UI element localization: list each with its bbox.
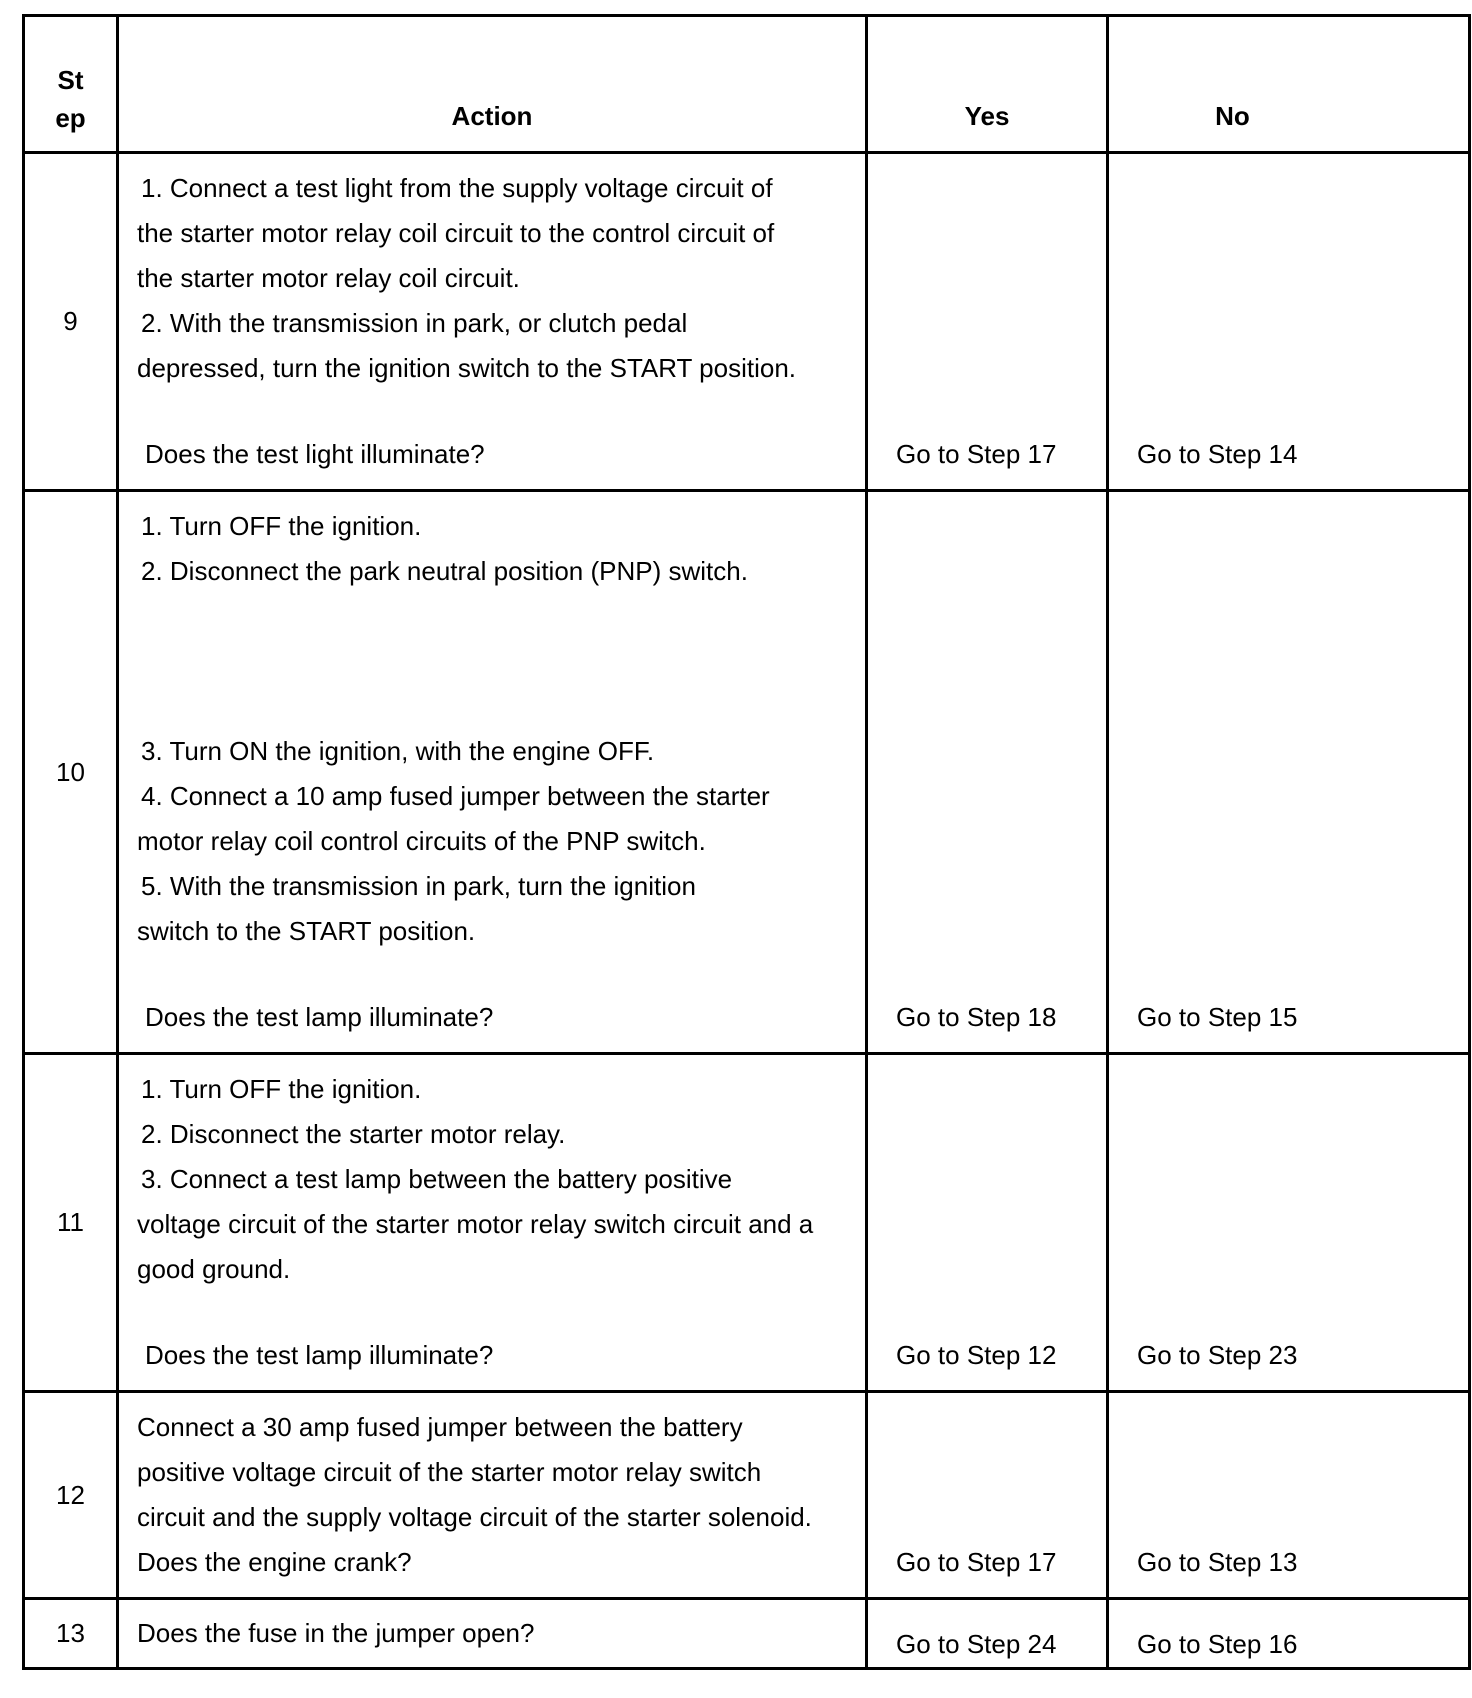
step-number: 13 [24, 1599, 118, 1669]
question: Does the test lamp illuminate? [145, 1002, 494, 1032]
yes-result: Go to Step 12 [867, 1054, 1108, 1392]
no-result: Go to Step 23 [1108, 1054, 1470, 1392]
action-line: 3. Turn ON the ignition, with the engine OFF. [141, 736, 655, 766]
no-result: Go to Step 16 [1108, 1599, 1470, 1669]
table-row [24, 1599, 1470, 1669]
no-result: Go to Step 13 [1108, 1392, 1470, 1599]
action-line: circuit and the supply voltage circuit of the starter solenoid. [137, 1502, 812, 1532]
step-header-line2: ep [55, 103, 86, 133]
action-line: 5. With the transmission in park, turn the ignition [141, 871, 696, 901]
step-number: 10 [24, 491, 118, 1054]
header-row [24, 16, 1470, 153]
yes-result: Go to Step 17 [867, 1392, 1108, 1599]
step-number: 11 [24, 1054, 118, 1392]
step-number: 9 [24, 153, 118, 491]
question: Does the test lamp illuminate? [145, 1340, 494, 1370]
action-line: 2. Disconnect the park neutral position (PNP) switch. [141, 556, 748, 586]
no-header: No [1108, 16, 1470, 153]
step-header-line1: St [57, 65, 84, 95]
step-number: 12 [24, 1392, 118, 1599]
action-line: 2. With the transmission in park, or clutch pedal [141, 308, 688, 338]
action-line: depressed, turn the ignition switch to the START position. [137, 353, 797, 383]
action-header: Action [118, 16, 867, 153]
no-result: Go to Step 14 [1108, 153, 1470, 491]
action-cell [118, 1392, 867, 1599]
yes-result: Go to Step 24 [867, 1599, 1108, 1669]
table-row [24, 491, 1470, 1054]
action-line: 1. Turn OFF the ignition. [141, 511, 422, 541]
no-result: Go to Step 15 [1108, 491, 1470, 1054]
action-cell [118, 1054, 867, 1392]
action-line: good ground. [137, 1254, 291, 1284]
action-line: 1. Turn OFF the ignition. [141, 1074, 422, 1104]
action-line: positive voltage circuit of the starter motor relay switch [137, 1457, 762, 1487]
action-line: 1. Connect a test light from the supply voltage circuit of [141, 173, 773, 203]
diagnostic-table [22, 14, 1471, 1670]
action-line: voltage circuit of the starter motor relay switch circuit and a [137, 1209, 814, 1239]
action-cell [118, 153, 867, 491]
action-cell [118, 491, 867, 1054]
action-line: the starter motor relay coil circuit to the control circuit of [137, 218, 775, 248]
yes-header: Yes [867, 16, 1108, 153]
step-header [24, 16, 118, 153]
table-row [24, 153, 1470, 491]
action-line: switch to the START position. [137, 916, 476, 946]
question: Does the test light illuminate? [145, 439, 485, 469]
action-line: Connect a 30 amp fused jumper between the battery [137, 1412, 743, 1442]
table-row [24, 1054, 1470, 1392]
question: Does the fuse in the jumper open? [137, 1618, 535, 1648]
action-line: 2. Disconnect the starter motor relay. [141, 1119, 566, 1149]
action-line: the starter motor relay coil circuit. [137, 263, 520, 293]
question: Does the engine crank? [137, 1547, 412, 1577]
yes-result: Go to Step 18 [867, 491, 1108, 1054]
action-line: 3. Connect a test lamp between the battery positive [141, 1164, 733, 1194]
action-cell [118, 1599, 867, 1669]
yes-result: Go to Step 17 [867, 153, 1108, 491]
table-row [24, 1392, 1470, 1599]
action-line: 4. Connect a 10 amp fused jumper between the starter [141, 781, 770, 811]
action-line: motor relay coil control circuits of the PNP switch. [137, 826, 706, 856]
